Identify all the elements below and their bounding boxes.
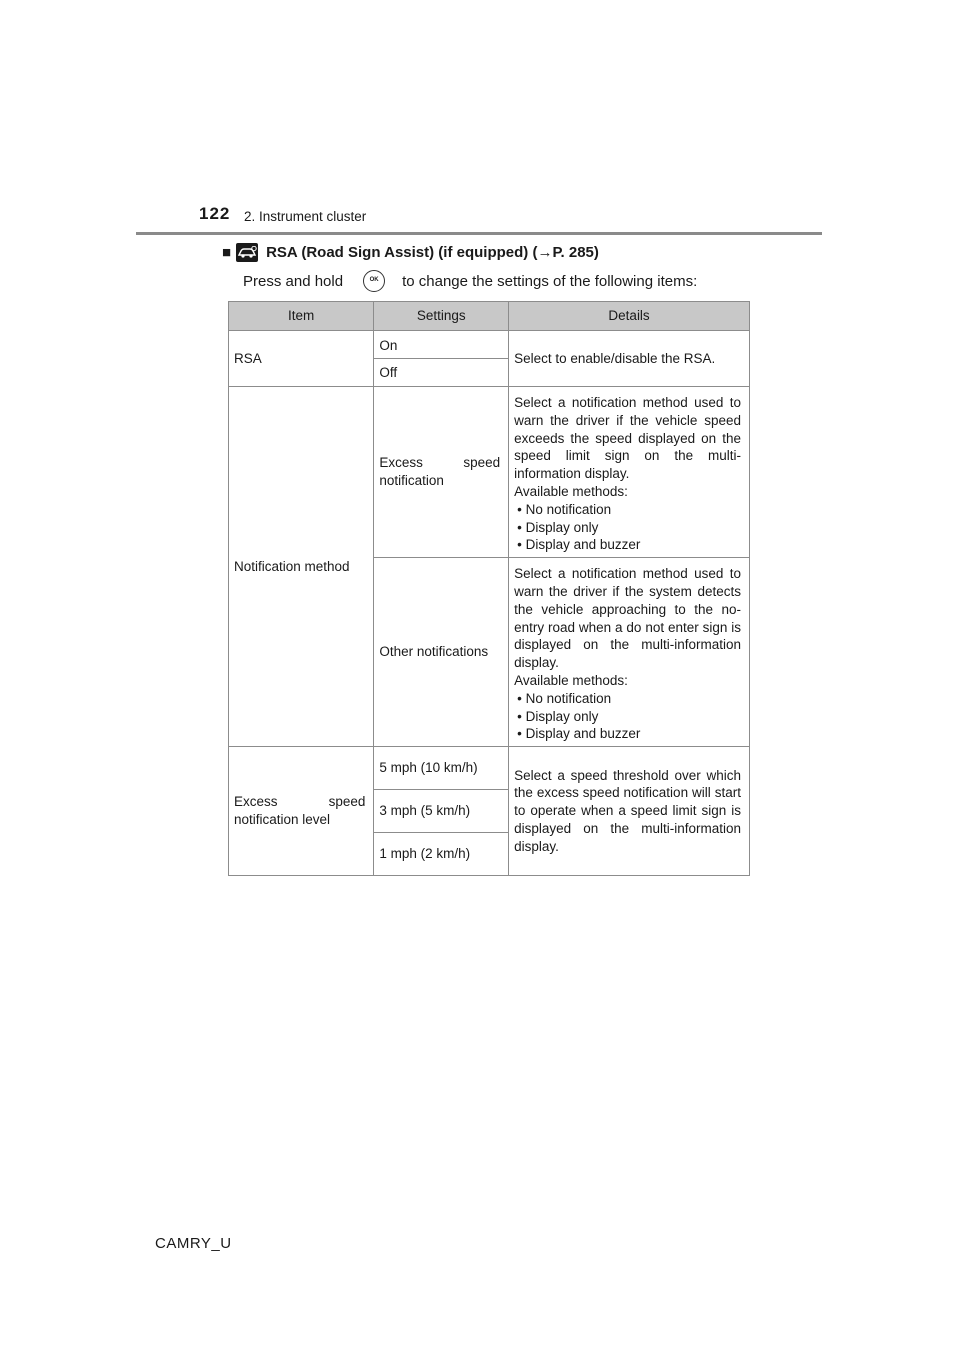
setting-on: On: [374, 331, 509, 359]
list-item: • Display and buzzer: [514, 725, 741, 743]
header-item: Item: [229, 302, 374, 331]
section-heading: [222, 243, 599, 262]
setting-1-mph: 1 mph (2 km/h): [374, 833, 509, 876]
item-rsa: RSA: [229, 331, 374, 387]
road-sign-assist-icon: [236, 243, 258, 262]
methods-list: [514, 690, 741, 743]
footer-model: CAMRY_U: [155, 1235, 232, 1252]
page-reference[interactable]: P. 285): [552, 244, 599, 261]
instruction-before: Press and hold: [243, 272, 344, 290]
methods-label: Available methods:: [514, 483, 628, 499]
details-excess-speed-notification: [509, 387, 750, 558]
ok-button-icon: [363, 270, 385, 292]
details-other-notifications: [509, 558, 750, 747]
ok-button-label: OK: [369, 277, 379, 283]
list-item: • Display only: [514, 519, 741, 537]
list-item: • No notification: [514, 690, 741, 708]
instruction-after: to change the settings of the following items:: [402, 272, 698, 290]
details-excess-speed-level: Select a speed threshold over which the excess speed notification will start to operate when a speed limit sign is displayed on the multi-information display.: [509, 747, 750, 876]
table-row: [229, 747, 750, 790]
table-header-row: [229, 302, 750, 331]
setting-excess-speed-notification: Excess speed notification: [374, 387, 509, 558]
instruction-text: [243, 270, 697, 292]
table-row: [229, 387, 750, 558]
chapter-title: 2. Instrument cluster: [244, 209, 367, 224]
bullet-icon: ■: [222, 244, 232, 261]
page-number: 122: [199, 204, 231, 223]
header-rule: [136, 232, 822, 235]
table-row: [229, 331, 750, 359]
item-excess-speed-notification-level: Excess speed notification level: [229, 747, 374, 876]
details-rsa: Select to enable/disable the RSA.: [509, 331, 750, 387]
details-text: Select a notification method used to warn the driver if the system detects the vehicle approaching to the no-entry road when a do not enter sign is displayed on the multi-information display.: [514, 566, 741, 671]
setting-3-mph: 3 mph (5 km/h): [374, 790, 509, 833]
methods-label: Available methods:: [514, 672, 628, 688]
details-text: Select a notification method used to warn the driver if the vehicle speed exceeds the speed displayed on the speed limit sign on the multi-information display.: [514, 395, 741, 482]
arrow-right-icon: →: [537, 244, 553, 261]
setting-5-mph: 5 mph (10 km/h): [374, 747, 509, 790]
header-settings: Settings: [374, 302, 509, 331]
list-item: • Display only: [514, 708, 741, 726]
methods-list: [514, 501, 741, 554]
settings-table: [228, 301, 750, 876]
section-title: RSA (Road Sign Assist) (if equipped) (: [266, 244, 538, 261]
header-details: Details: [509, 302, 750, 331]
item-notification-method: Notification method: [229, 387, 374, 747]
list-item: • Display and buzzer: [514, 536, 741, 554]
list-item: • No notification: [514, 501, 741, 519]
setting-off: Off: [374, 359, 509, 387]
setting-other-notifications: Other notifications: [374, 558, 509, 747]
